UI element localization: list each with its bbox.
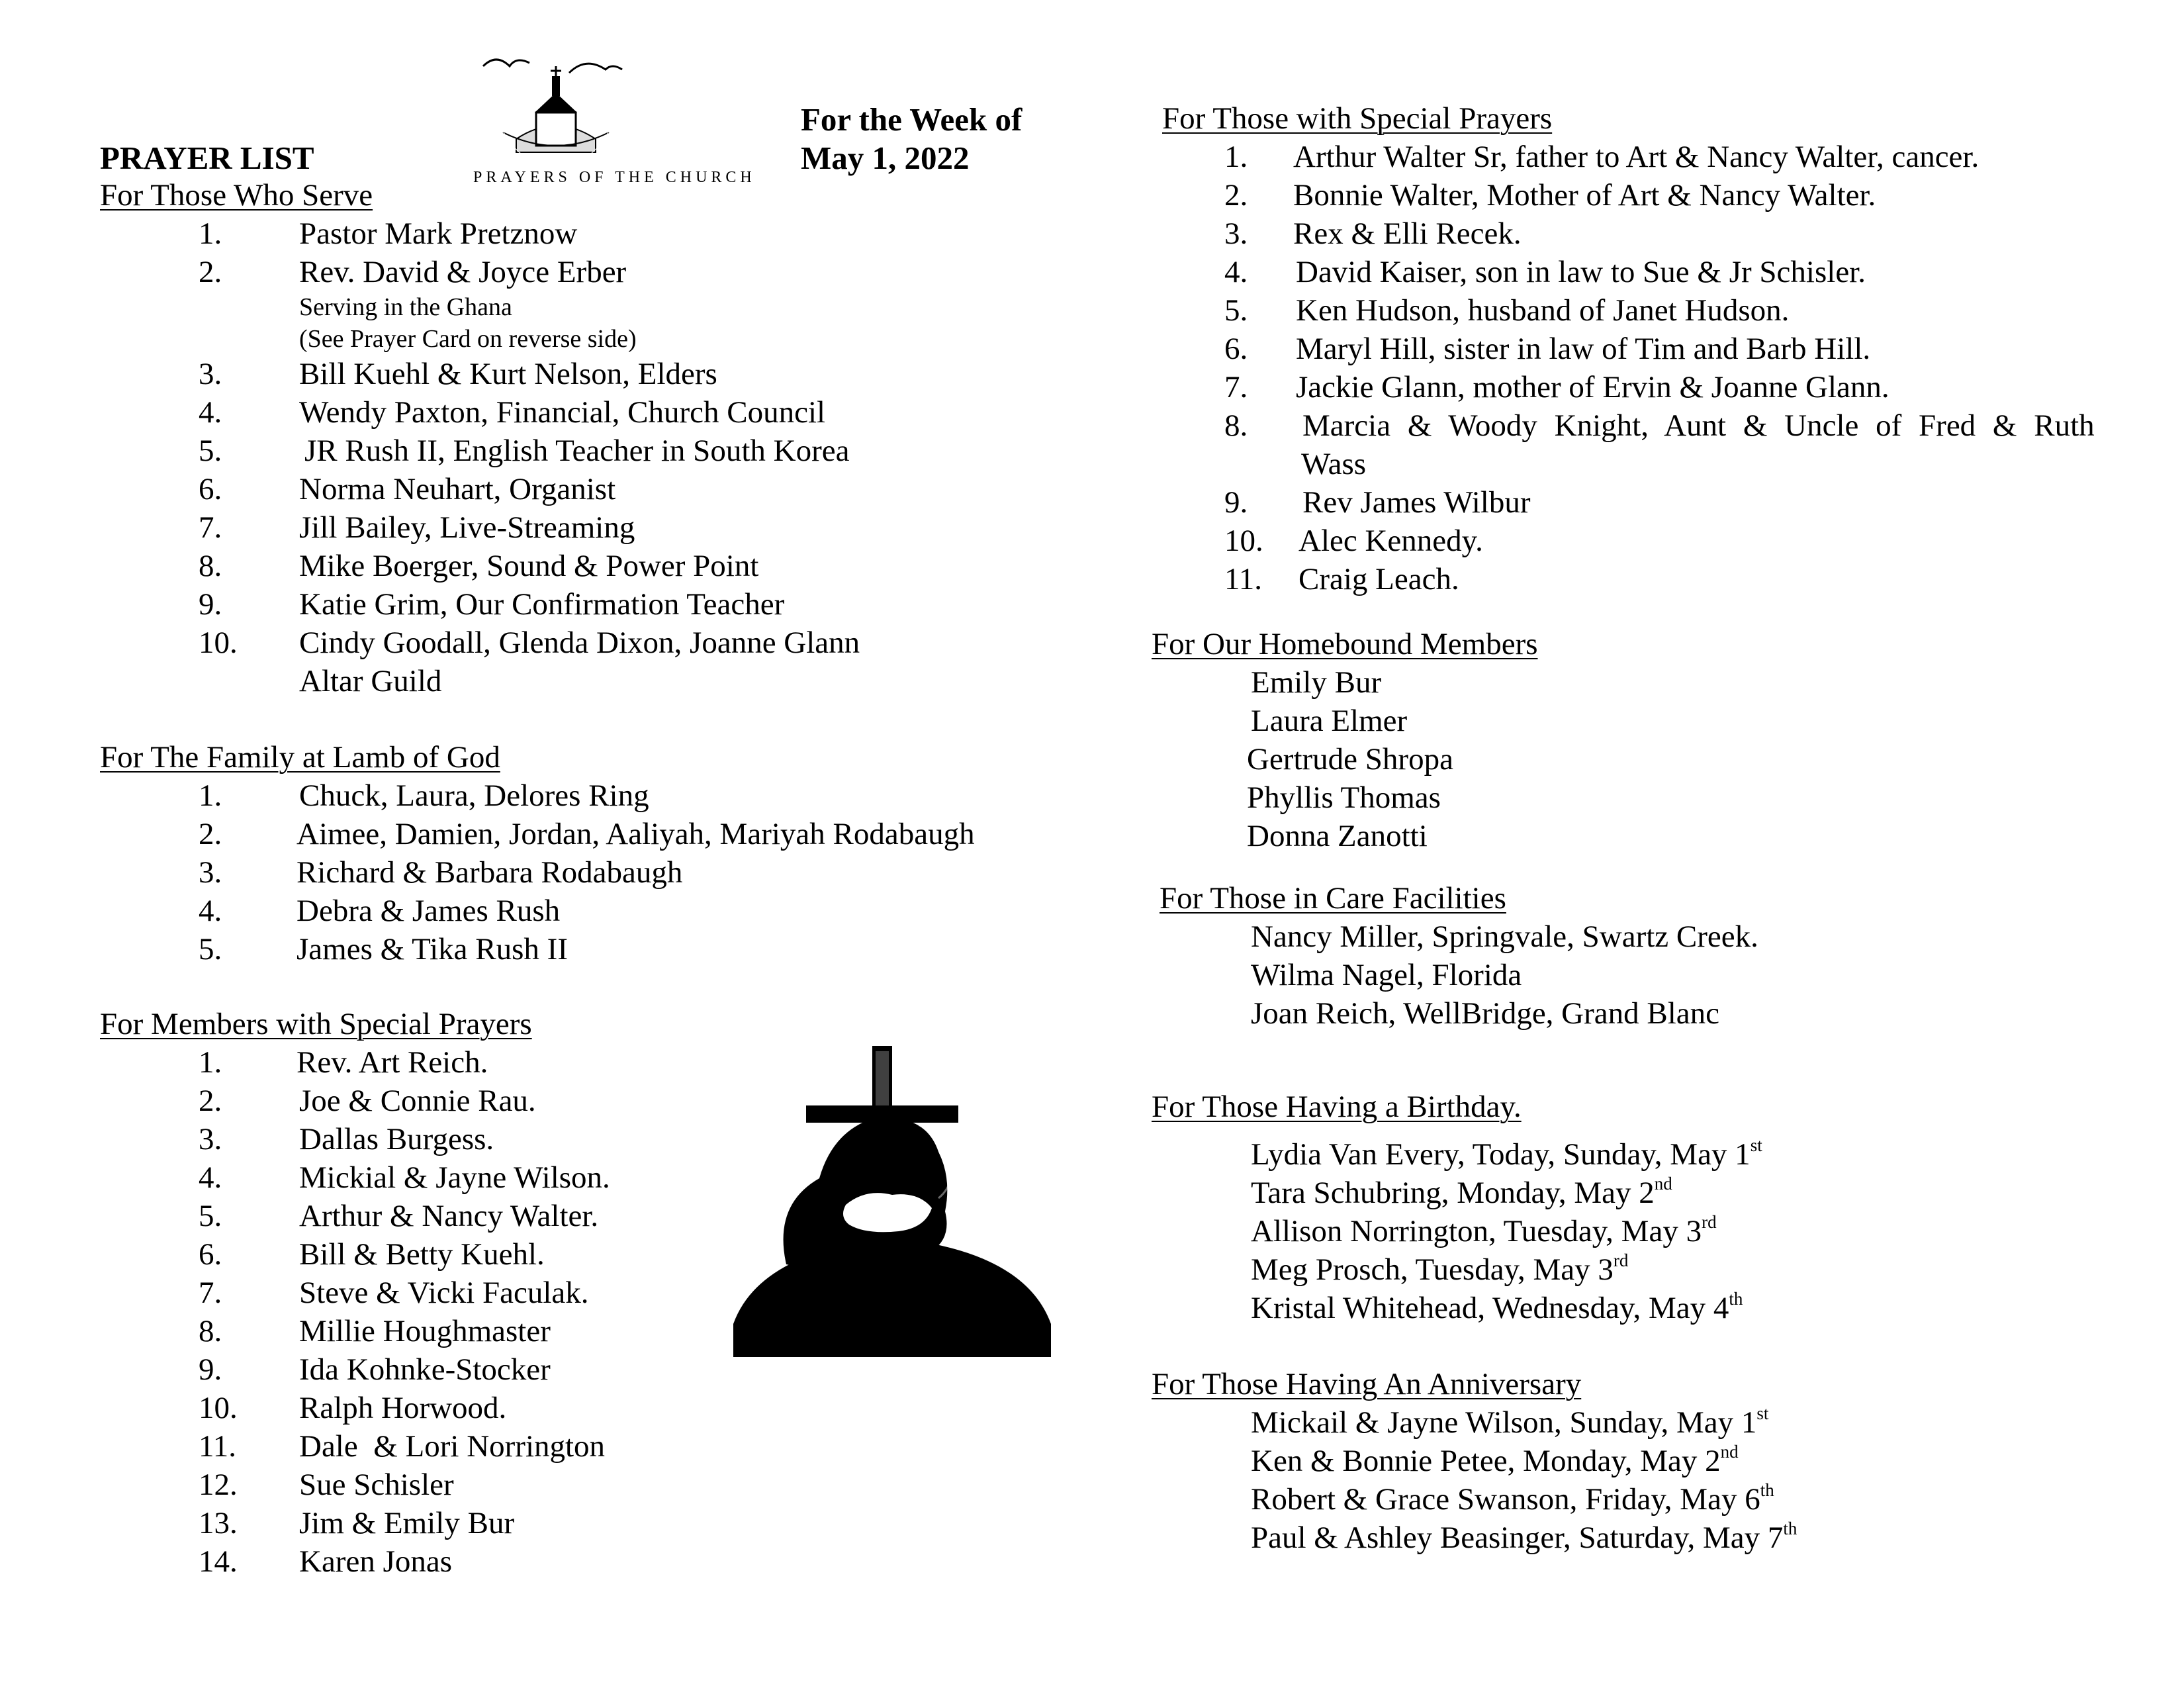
list-item: Laura Elmer — [1251, 704, 1408, 738]
section-heading-homebound: For Our Homebound Members — [1152, 627, 1538, 661]
list-item: Gertrude Shropa — [1247, 742, 1453, 776]
list-item: 8. Marcia & Woody Knight, Aunt & Uncle of Fred & Ruth — [1224, 408, 2095, 443]
list-item: 7. Jill Bailey, Live-Streaming — [199, 510, 635, 545]
list-item: 5. Ken Hudson, husband of Janet Hudson. — [1224, 293, 1790, 328]
seal-text: PRAYERS OF THE CHURCH — [473, 169, 756, 186]
list-item: 2. Aimee, Damien, Jordan, Aaliyah, Mariyah Rodabaugh — [199, 817, 975, 851]
list-item: 6. Norma Neuhart, Organist — [199, 472, 616, 506]
list-item: 3. Richard & Barbara Rodabaugh — [199, 855, 683, 890]
list-item: Emily Bur — [1251, 665, 1382, 700]
list-item: 9. Rev James Wilbur — [1224, 485, 1531, 520]
cross-lamb-illustration — [733, 1046, 1051, 1357]
list-item: 8. Mike Boerger, Sound & Power Point — [199, 549, 759, 583]
list-item: 10. Ralph Horwood. — [199, 1391, 507, 1425]
list-item: 9. Ida Kohnke-Stocker — [199, 1352, 551, 1387]
list-item: 4. David Kaiser, son in law to Sue & Jr Schisler. — [1224, 255, 1866, 289]
serve-list — [199, 214, 1059, 700]
list-item: 3. Rex & Elli Recek. — [1224, 216, 1522, 251]
list-item: 8. Millie Houghmaster — [199, 1314, 551, 1348]
list-item: Robert & Grace Swanson, Friday, May 6th — [1251, 1480, 1774, 1517]
list-note: (See Prayer Card on reverse side) — [299, 325, 637, 353]
list-item: 5. JR Rush II, English Teacher in South Korea — [199, 434, 850, 468]
list-item: 7. Jackie Glann, mother of Ervin & Joanne Glann. — [1224, 370, 1889, 404]
week-label: For the Week of — [801, 101, 1023, 138]
list-item: 1. Arthur Walter Sr, father to Art & Nancy Walter, cancer. — [1224, 140, 1979, 174]
week-date: May 1, 2022 — [801, 140, 970, 176]
list-item: 5. James & Tika Rush II — [199, 932, 568, 966]
list-item: 12. Sue Schisler — [199, 1468, 454, 1502]
list-item: 2. Joe & Connie Rau. — [199, 1084, 536, 1118]
list-item: Wilma Nagel, Florida — [1251, 958, 1522, 992]
list-item: 13. Jim & Emily Bur — [199, 1506, 515, 1540]
list-item: 3. Dallas Burgess. — [199, 1122, 494, 1156]
list-item: 11. Craig Leach. — [1224, 562, 1459, 596]
family-list — [199, 776, 1059, 968]
list-item: 2. Rev. David & Joyce Erber — [199, 255, 627, 289]
list-item: 6. Bill & Betty Kuehl. — [199, 1237, 545, 1272]
list-item-continuation: Wass — [1301, 447, 1367, 481]
homebound-list — [1247, 663, 1453, 855]
list-item: Paul & Ashley Beasinger, Saturday, May 7th — [1251, 1519, 1797, 1555]
list-item: 11. Dale & Lori Norrington — [199, 1429, 606, 1464]
members-list — [199, 1043, 794, 1581]
list-item: 7. Steve & Vicki Faculak. — [199, 1276, 589, 1310]
list-item: Kristal Whitehead, Wednesday, May 4th — [1251, 1289, 1743, 1325]
special-list — [1224, 138, 2164, 598]
section-heading-special: For Those with Special Prayers — [1162, 101, 1553, 136]
section-heading-care: For Those in Care Facilities — [1160, 881, 1506, 915]
section-heading-anniversary: For Those Having An Anniversary — [1152, 1367, 1582, 1401]
list-item: Ken & Bonnie Petee, Monday, May 2nd — [1251, 1442, 1739, 1478]
list-item: 5. Arthur & Nancy Walter. — [199, 1199, 599, 1233]
list-item: 10. Cindy Goodall, Glenda Dixon, Joanne Glann — [199, 626, 860, 660]
list-item-continuation: Altar Guild — [299, 664, 442, 698]
anniversary-list — [1251, 1403, 1797, 1557]
list-item: 2. Bonnie Walter, Mother of Art & Nancy Walter. — [1224, 178, 1876, 212]
list-item: Meg Prosch, Tuesday, May 3rd — [1251, 1250, 1629, 1287]
list-item: 1. Chuck, Laura, Delores Ring — [199, 778, 649, 813]
list-item: Donna Zanotti — [1247, 819, 1428, 853]
section-heading-family: For The Family at Lamb of God — [100, 740, 500, 774]
section-heading-serve: For Those Who Serve — [100, 178, 373, 212]
care-list — [1251, 917, 1758, 1033]
list-item: 4. Debra & James Rush — [199, 894, 561, 928]
list-item: Phyllis Thomas — [1247, 780, 1441, 815]
list-item: 4. Mickial & Jayne Wilson. — [199, 1160, 610, 1195]
list-item: 4. Wendy Paxton, Financial, Church Council — [199, 395, 826, 430]
list-item: Allison Norrington, Tuesday, May 3rd — [1251, 1212, 1717, 1248]
list-item: Lydia Van Every, Today, Sunday, May 1st — [1251, 1135, 1762, 1172]
list-item: 3. Bill Kuehl & Kurt Nelson, Elders — [199, 357, 717, 391]
page-title: PRAYER LIST — [100, 140, 314, 176]
list-item: 10. Alec Kennedy. — [1224, 524, 1483, 558]
list-item: 14. Karen Jonas — [199, 1544, 453, 1579]
list-item: 1. Rev. Art Reich. — [199, 1045, 488, 1080]
section-heading-birthday: For Those Having a Birthday. — [1152, 1090, 1522, 1124]
list-item: Nancy Miller, Springvale, Swartz Creek. — [1251, 919, 1758, 954]
list-item: 1. Pastor Mark Pretznow — [199, 216, 578, 251]
list-item: Joan Reich, WellBridge, Grand Blanc — [1251, 996, 1720, 1031]
section-heading-members: For Members with Special Prayers — [100, 1007, 532, 1041]
list-item: Tara Schubring, Monday, May 2nd — [1251, 1174, 1672, 1210]
birthday-list — [1251, 1135, 1762, 1327]
list-note: Serving in the Ghana — [299, 293, 512, 321]
list-item: 6. Maryl Hill, sister in law of Tim and Barb Hill. — [1224, 332, 1871, 366]
list-item: 9. Katie Grim, Our Confirmation Teacher — [199, 587, 785, 622]
list-item: Mickail & Jayne Wilson, Sunday, May 1st — [1251, 1403, 1769, 1440]
